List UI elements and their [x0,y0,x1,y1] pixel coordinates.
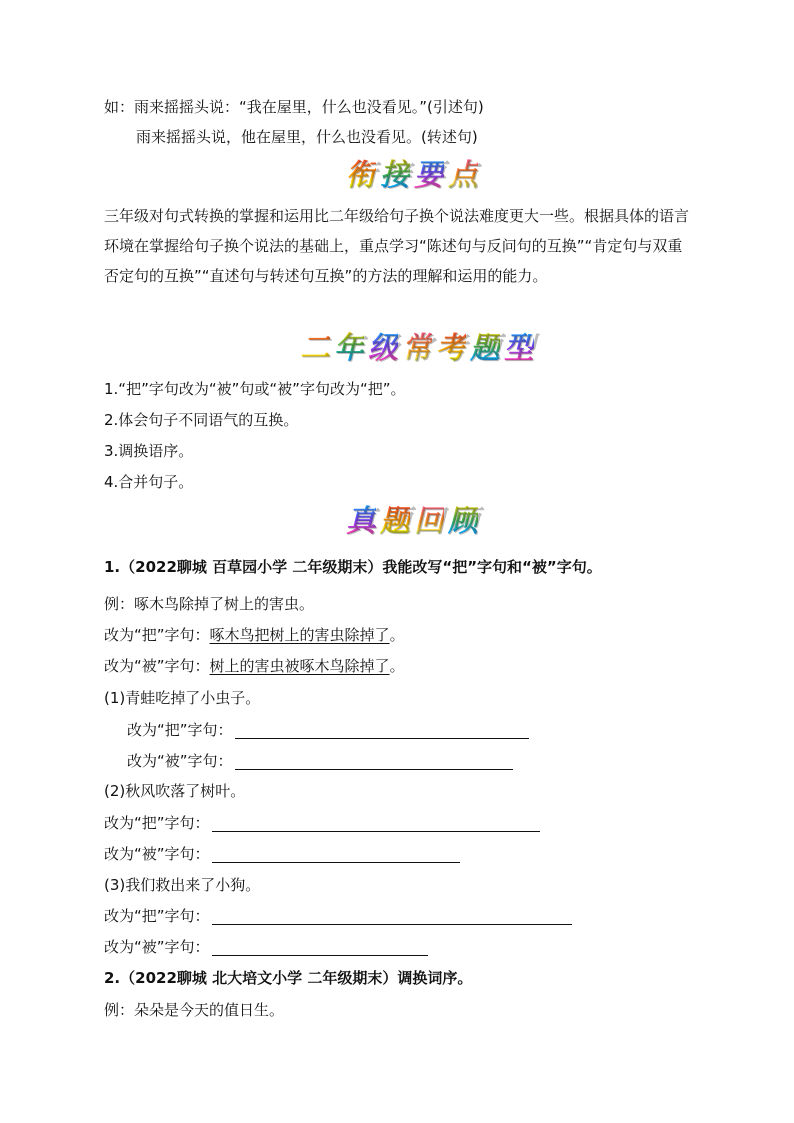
banner-char: 接 [380,156,410,196]
banner-char: 二 [300,329,330,369]
ba-prefix: 改为“把”字句： [104,626,210,644]
answer-line-ba [104,905,572,927]
answer-line-bei [127,750,513,772]
answer-prefix: 改为“被”字句： [104,938,210,956]
answer-blank-input[interactable] [235,753,513,770]
question-type-item: 4.合并句子。 [104,473,194,491]
exercise1-heading: 1.（2022聊城 百草园小学 二年级期末）我能改写“把”字句和“被”字句。 [104,558,602,576]
ba-answer: 啄木鸟把树上的害虫除掉了 [209,626,390,644]
exercise-item-sentence: (1)青蛙吃掉了小虫子。 [104,689,261,707]
example-ba-line [104,624,405,646]
exercise-item-sentence: (3)我们救出来了小狗。 [104,876,261,894]
exercise2-heading: 2.（2022聊城 北大培文小学 二年级期末）调换词序。 [104,969,473,987]
bei-prefix: 改为“被”字句： [104,657,210,675]
answer-prefix: 改为“把”字句： [104,814,210,832]
answer-line-bei [104,936,428,958]
banner-char: 题 [380,502,410,542]
banner-char: 真 [346,502,376,542]
question-type-item: 2.体会句子不同语气的互换。 [104,411,299,429]
answer-prefix: 改为“被”字句： [104,845,210,863]
period: 。 [389,657,405,675]
period: 。 [389,626,405,644]
answer-prefix: 改为“把”字句： [127,721,233,739]
answer-line-ba [127,719,529,741]
banner-key-points [346,156,482,196]
exercise1-example: 例：啄木鸟除掉了树上的害虫。 [104,595,315,613]
intro-example-reported: 雨来摇摇头说，他在屋里，什么也没看见。(转述句) [136,128,478,146]
intro-example-quote: 如：雨来摇摇头说：“我在屋里，什么也没看见。”(引述句) [104,98,484,116]
exercise2-example: 例：朵朵是今天的值日生。 [104,1001,285,1019]
answer-blank-input[interactable] [212,846,460,863]
exercise-item-sentence: (2)秋风吹落了树叶。 [104,782,246,800]
question-type-item: 1.“把”字句改为“被”句或“被”字句改为“把”。 [104,380,406,398]
banner-char: 级 [368,329,398,369]
banner-char: 型 [504,329,534,369]
banner-char: 回 [414,502,444,542]
answer-blank-input[interactable] [212,908,572,925]
banner-char: 衔 [346,156,376,196]
answer-blank-input[interactable] [212,939,428,956]
answer-line-bei [104,843,460,865]
banner-char: 题 [470,329,500,369]
question-type-item: 3.调换语序。 [104,442,194,460]
answer-blank-input[interactable] [212,815,540,832]
banner-char: 顾 [448,502,478,542]
banner-char: 考 [436,329,466,369]
banner-char: 年 [334,329,364,369]
answer-line-ba [104,812,540,834]
example-bei-line [104,655,405,677]
answer-prefix: 改为“把”字句： [104,907,210,925]
answer-blank-input[interactable] [235,722,529,739]
answer-prefix: 改为“被”字句： [127,752,233,770]
banner-char: 要 [414,156,444,196]
key-points-paragraph: 三年级对句式转换的掌握和运用比二年级给句子换个说法难度更大一些。根据具体的语言环境在掌握给句子换个说法的基础上，重点学习“陈述句与反问句的互换”“肯定句与双重否定句的互换”“直述句与转述句互换”的方法的理解和运用的能力。 [104,207,690,285]
banner-char: 常 [402,329,432,369]
bei-answer: 树上的害虫被啄木鸟除掉了 [209,657,390,675]
banner-char: 点 [448,156,478,196]
banner-common-question-types [300,329,538,369]
banner-past-exam-review [346,502,482,542]
